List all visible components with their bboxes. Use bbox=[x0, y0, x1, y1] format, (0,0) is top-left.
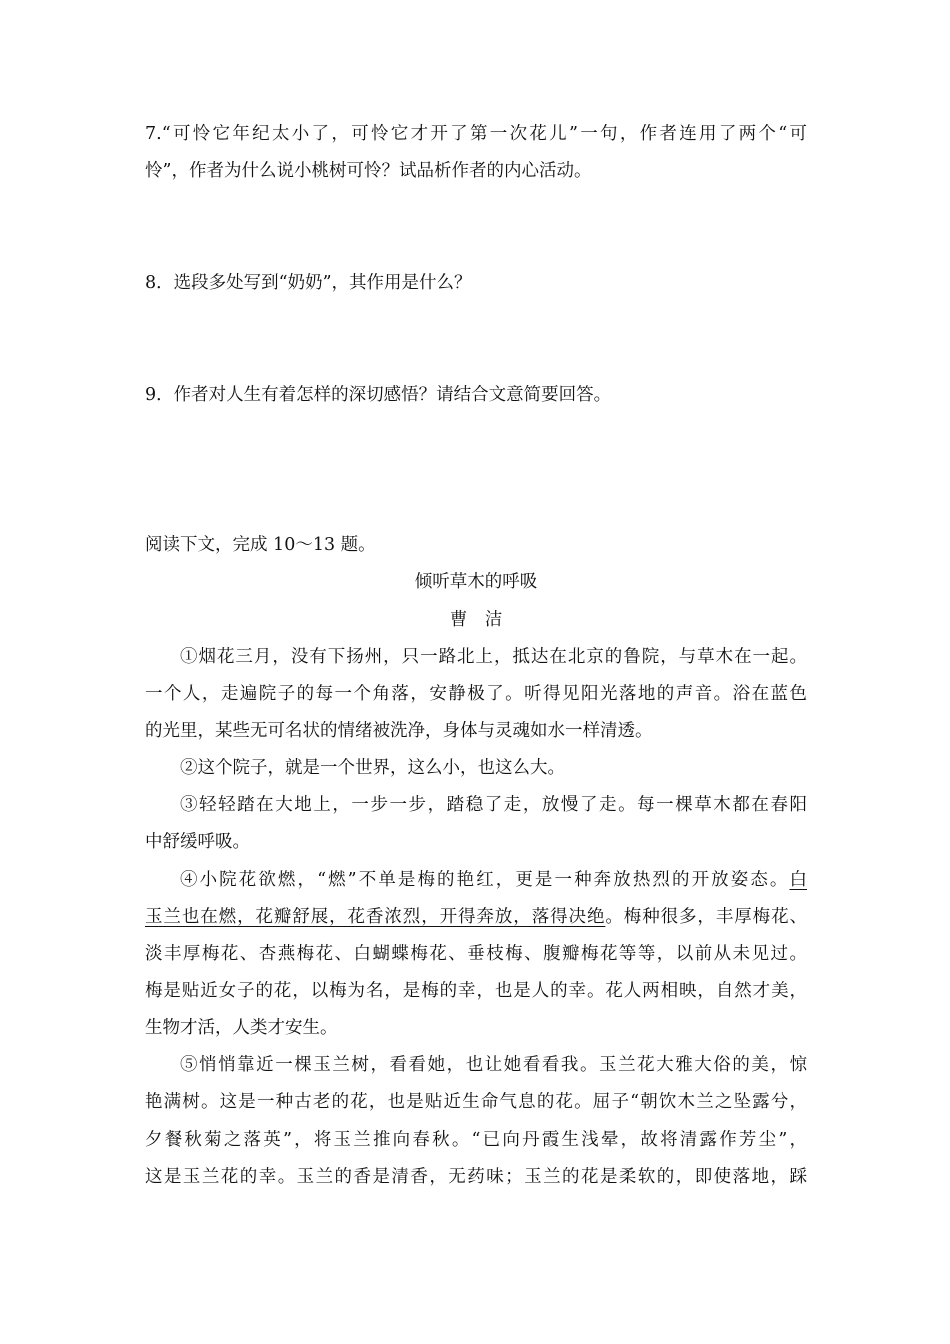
paragraph-5-line-3: 夕餐秋菊之落英”，将玉兰推向春秋。“已向丹霞生浅晕，故将清露作芳尘”， bbox=[145, 1130, 807, 1150]
paragraph-2: ②这个院子，就是一个世界，这么小，也这么大。 bbox=[180, 758, 565, 778]
paragraph-1-line-3: 的光里，某些无可名状的情绪被洗净，身体与灵魂如水一样清透。 bbox=[145, 721, 653, 741]
paragraph-4-line-3: 淡丰厚梅花、杏燕梅花、白蝴蝶梅花、垂枝梅、腹瓣梅花等等，以前从未见过。 bbox=[145, 944, 807, 964]
paragraph-4-line-2-text: 。梅种很多，丰厚梅花、 bbox=[605, 907, 808, 927]
article-author: 曹 洁 bbox=[449, 610, 503, 630]
paragraph-4-line-2 bbox=[145, 905, 807, 929]
paragraph-4-line-1 bbox=[145, 868, 807, 892]
question-7-line-1: 7.“可怜它年纪太小了，可怜它才开了第一次花儿”一句，作者连用了两个“可 bbox=[145, 124, 807, 144]
paragraph-5-line-1: ⑤悄悄靠近一棵玉兰树，看看她，也让她看看我。玉兰花大雅大俗的美，惊 bbox=[180, 1055, 807, 1075]
reading-intro: 阅读下文，完成 10～13 题。 bbox=[145, 535, 376, 555]
paragraph-3-line-2: 中舒缓呼吸。 bbox=[145, 832, 250, 852]
paragraph-1-line-1: ①烟花三月，没有下扬州，只一路北上，抵达在北京的鲁院，与草木在一起。 bbox=[180, 647, 807, 667]
paragraph-4-line-5: 生物才活，人类才安生。 bbox=[145, 1018, 338, 1038]
paragraph-5-line-4: 这是玉兰花的幸。玉兰的香是清香，无药味；玉兰的花是柔软的，即使落地，踩 bbox=[145, 1167, 807, 1187]
paragraph-1-line-2: 一个人，走遍院子的每一个角落，安静极了。听得见阳光落地的声音。浴在蓝色 bbox=[145, 684, 807, 704]
paragraph-4-line-1-text: ④小院花欲燃，“燃”不单是梅的艳红，更是一种奔放热烈的开放姿态。 bbox=[180, 870, 790, 890]
question-7-line-2: 怜”，作者为什么说小桃树可怜？试品析作者的内心活动。 bbox=[145, 161, 592, 181]
paragraph-5-line-2: 艳满树。这是一种古老的花，也是贴近生命气息的花。屈子“朝饮木兰之坠露兮， bbox=[145, 1092, 807, 1112]
underlined-sentence-start: 白 bbox=[789, 870, 807, 890]
paragraph-4-line-4: 梅是贴近女子的花，以梅为名，是梅的幸，也是人的幸。花人两相映，自然才美， bbox=[145, 981, 807, 1001]
paragraph-3-line-1: ③轻轻踏在大地上，一步一步，踏稳了走，放慢了走。每一棵草木都在春阳 bbox=[180, 795, 807, 815]
question-9: 9．作者对人生有着怎样的深切感悟？请结合文意简要回答。 bbox=[145, 385, 612, 405]
article-title: 倾听草木的呼吸 bbox=[414, 572, 538, 592]
question-8: 8．选段多处写到“奶奶”，其作用是什么？ bbox=[145, 273, 472, 293]
underlined-sentence: 玉兰也在燃，花瓣舒展，花香浓烈，开得奔放，落得决绝 bbox=[145, 907, 606, 927]
